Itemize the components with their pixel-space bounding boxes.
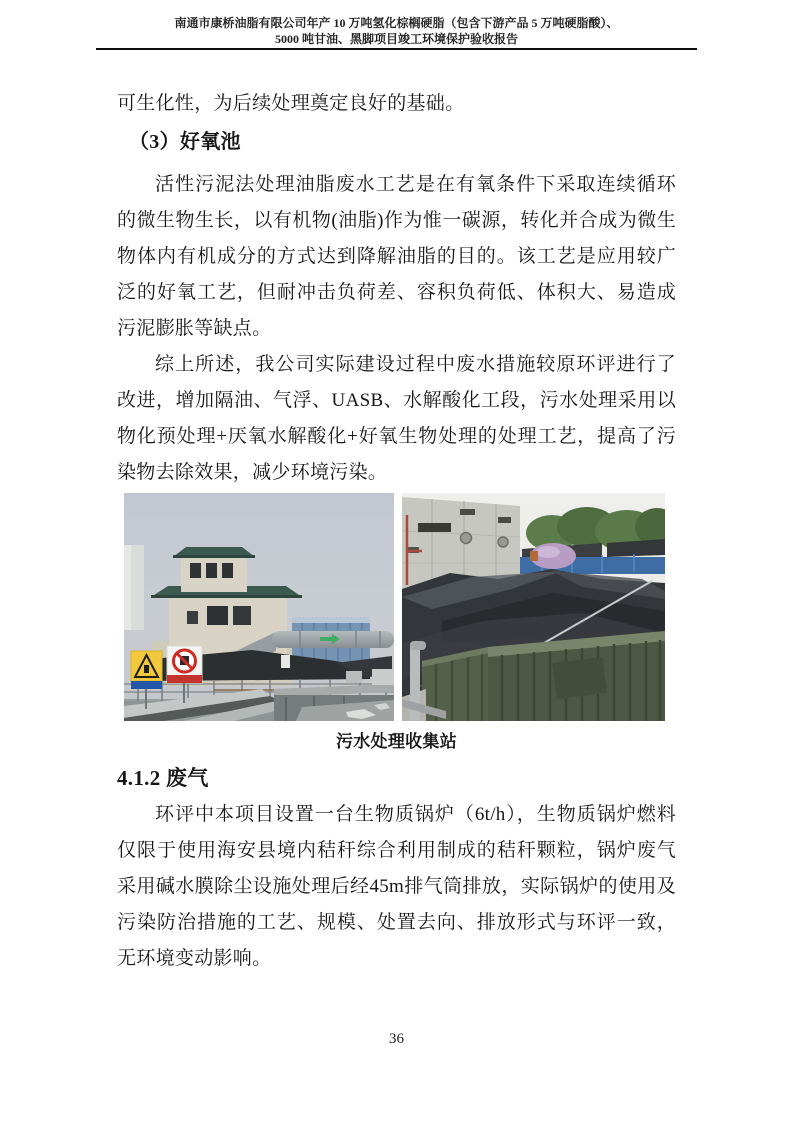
heading-aerobic-tank: （3）好氧池 <box>129 131 241 153</box>
paragraph-waste-gas: 环评中本项目设置一台生物质锅炉（6t/h），生物质锅炉燃料仅限于使用海安县境内秸秆综合利用制成的秸秆颗粒，锅炉废气采用碱水膜除尘设施处理后经45m排气筒排放，实际锅炉的使用及污染防治措施的工艺、规模、处置去向、排放形式与环评一致，无环境变动影响。 <box>117 804 676 969</box>
page-number: 36 <box>389 1031 404 1047</box>
header-title-line1: 南通市康桥油脂有限公司年产 10 万吨氢化棕榈硬脂（包含下游产品 5 万吨硬脂酸）、 <box>174 16 619 30</box>
body-column <box>117 86 676 977</box>
paragraph-summary: 综上所述，我公司实际建设过程中废水措施较原环评进行了改进，增加隔油、气浮、UASB、水解酸化工段，污水处理采用以物化预处理+厌氧水解酸化+好氧生物处理的处理工艺，提高了污染物去除效果，减少环境污染。 <box>117 354 676 483</box>
photo-caption: 污水处理收集站 <box>335 732 458 751</box>
photo-row <box>124 493 676 721</box>
header-title-line2: 5000 吨甘油、黑脚项目竣工环境保护验收报告 <box>274 32 518 46</box>
photo-wastewater-plant <box>124 493 394 721</box>
blue-building-roof <box>292 617 370 623</box>
paragraph-aerobic-process: 活性污泥法处理油脂废水工艺是在有氧条件下采取连续循环的微生物生长，以有机物(油脂)作为惟一碳源，转化并合成为微生物体内有机成分的方式达到降解油脂的目的。该工艺是应用较广泛的好氧工艺，但耐冲击负荷差、容积负荷低、体积大、易造成污泥膨胀等缺点。 <box>117 174 676 339</box>
report-header <box>96 0 697 50</box>
prohibition-sign-no-crossing <box>167 646 202 683</box>
heading-waste-gas: 4.1.2 废气 <box>117 766 209 790</box>
photo-collection-station <box>402 493 665 721</box>
paragraph-biodegradability: 可生化性，为后续处理奠定良好的基础。 <box>117 93 465 114</box>
warning-sign-water <box>131 651 162 689</box>
